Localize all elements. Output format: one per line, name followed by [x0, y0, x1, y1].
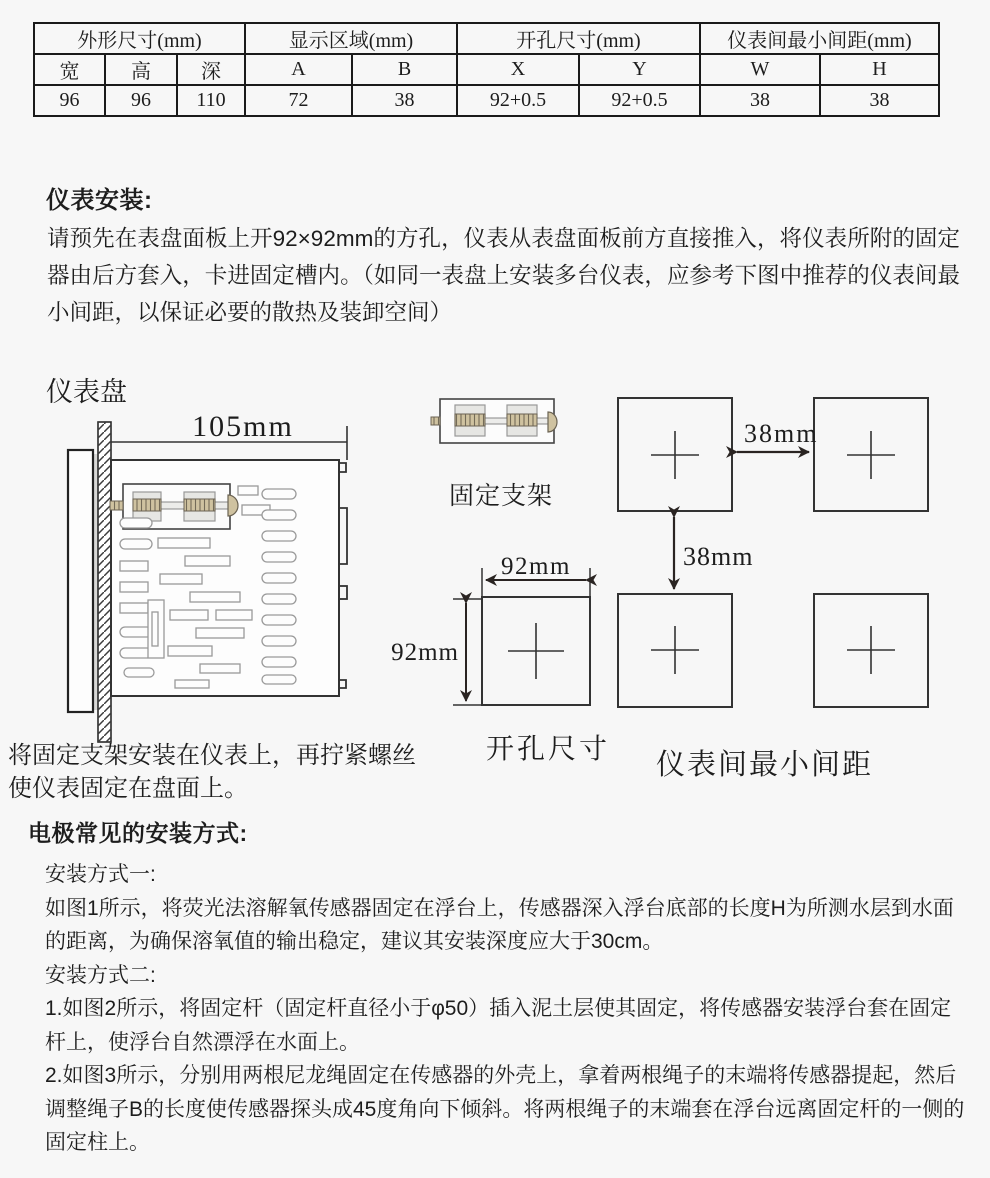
- col-header: A: [245, 54, 352, 85]
- electrode-section: [28, 815, 972, 1160]
- col-header: H: [820, 54, 939, 85]
- depth-dimension: [111, 410, 347, 460]
- spacing-h-label: 38mm: [744, 419, 819, 448]
- spec-value: 92+0.5: [579, 85, 700, 116]
- method1-label: 安装方式一:: [45, 863, 156, 886]
- electrode-section-body: [45, 858, 972, 1160]
- installation-diagram: [0, 368, 990, 790]
- instrument-side-view: [46, 377, 347, 742]
- min-spacing-drawing: [618, 398, 928, 781]
- col-header: 宽: [34, 54, 105, 85]
- spec-value: 96: [34, 85, 105, 116]
- depth-dim-label: 105mm: [192, 410, 294, 443]
- install-section-heading: 仪表安装:: [46, 187, 153, 214]
- method1-body: 如图1所示，将荧光法溶解氧传感器固定在浮台上，传感器深入浮台底部的长度H为所测水层到水面的距离，为确保溶氧值的输出稳定，建议其安装深度应大于30cm。: [45, 896, 954, 953]
- instrument-bezel: [68, 450, 93, 712]
- group-header-cutout: 开孔尺寸(mm): [457, 23, 700, 54]
- spec-value: 72: [245, 85, 352, 116]
- spec-value: 38: [352, 85, 457, 116]
- method2-item2: 2.如图3所示，分别用两根尼龙绳固定在传感器的外壳上，拿着两根绳子的末端将传感器提起，然后调整绳子B的长度使传感器探头成45度角向下倾斜。将两根绳子的末端套在浮台远离固定杆的一侧的固定柱上。: [45, 1064, 965, 1154]
- min-spacing-caption: 仪表间最小间距: [656, 749, 874, 781]
- install-section-body: 请预先在表盘面板上开92×92mm的方孔，仪表从表盘面板前方直接推入，将仪表所附的固定器由后方套入，卡进固定槽内。（如同一表盘上安装多台仪表，应参考下图中推荐的仪表间最小间距，以保证必要的散热及装卸空间）: [47, 226, 960, 325]
- group-header-display: 显示区域(mm): [245, 23, 457, 54]
- group-header-spacing: 仪表间最小间距(mm): [700, 23, 939, 54]
- panel-label: 仪表盘: [46, 377, 127, 407]
- table-group-header-row: [34, 23, 939, 54]
- col-header: 深: [177, 54, 245, 85]
- spec-value: 38: [700, 85, 820, 116]
- table-subheader-row: [34, 54, 939, 85]
- screw-head: [548, 412, 557, 432]
- spec-value: 110: [177, 85, 245, 116]
- cutout-size-drawing: [391, 553, 610, 765]
- method2-label: 安装方式二:: [45, 963, 156, 987]
- col-header: X: [457, 54, 579, 85]
- col-header: B: [352, 54, 457, 85]
- spec-value: 38: [820, 85, 939, 116]
- spec-value: 92+0.5: [457, 85, 579, 116]
- spacing-v-label: 38mm: [683, 542, 754, 571]
- cutout-size-caption: 开孔尺寸: [486, 734, 611, 765]
- col-header: W: [700, 54, 820, 85]
- spec-value: 96: [105, 85, 177, 116]
- col-header: Y: [579, 54, 700, 85]
- panel-wall-hatch: [98, 422, 111, 742]
- group-header-outline: 外形尺寸(mm): [34, 23, 245, 54]
- method2-item1: 1.如图2所示，将固定杆（固定杆直径小于φ50）插入泥土层使其固定，将传感器安装浮台套在固定杆上，使浮台自然漂浮在水面上。: [45, 997, 952, 1054]
- rear-rail-profile: [339, 463, 347, 688]
- table-value-row: [34, 85, 939, 116]
- col-header: 高: [105, 54, 177, 85]
- electrode-section-heading: 电极常见的安装方式:: [28, 820, 248, 846]
- bracket-install-note: 将固定支架安装在仪表上，再拧紧螺丝使仪表固定在盘面上。: [8, 743, 416, 802]
- fixing-bracket-drawing: [431, 399, 557, 510]
- dimensions-spec-table: [33, 22, 940, 117]
- cutout-height-label: 92mm: [391, 639, 459, 666]
- cutout-width-label: 92mm: [501, 553, 571, 580]
- fixing-bracket-label: 固定支架: [449, 483, 554, 510]
